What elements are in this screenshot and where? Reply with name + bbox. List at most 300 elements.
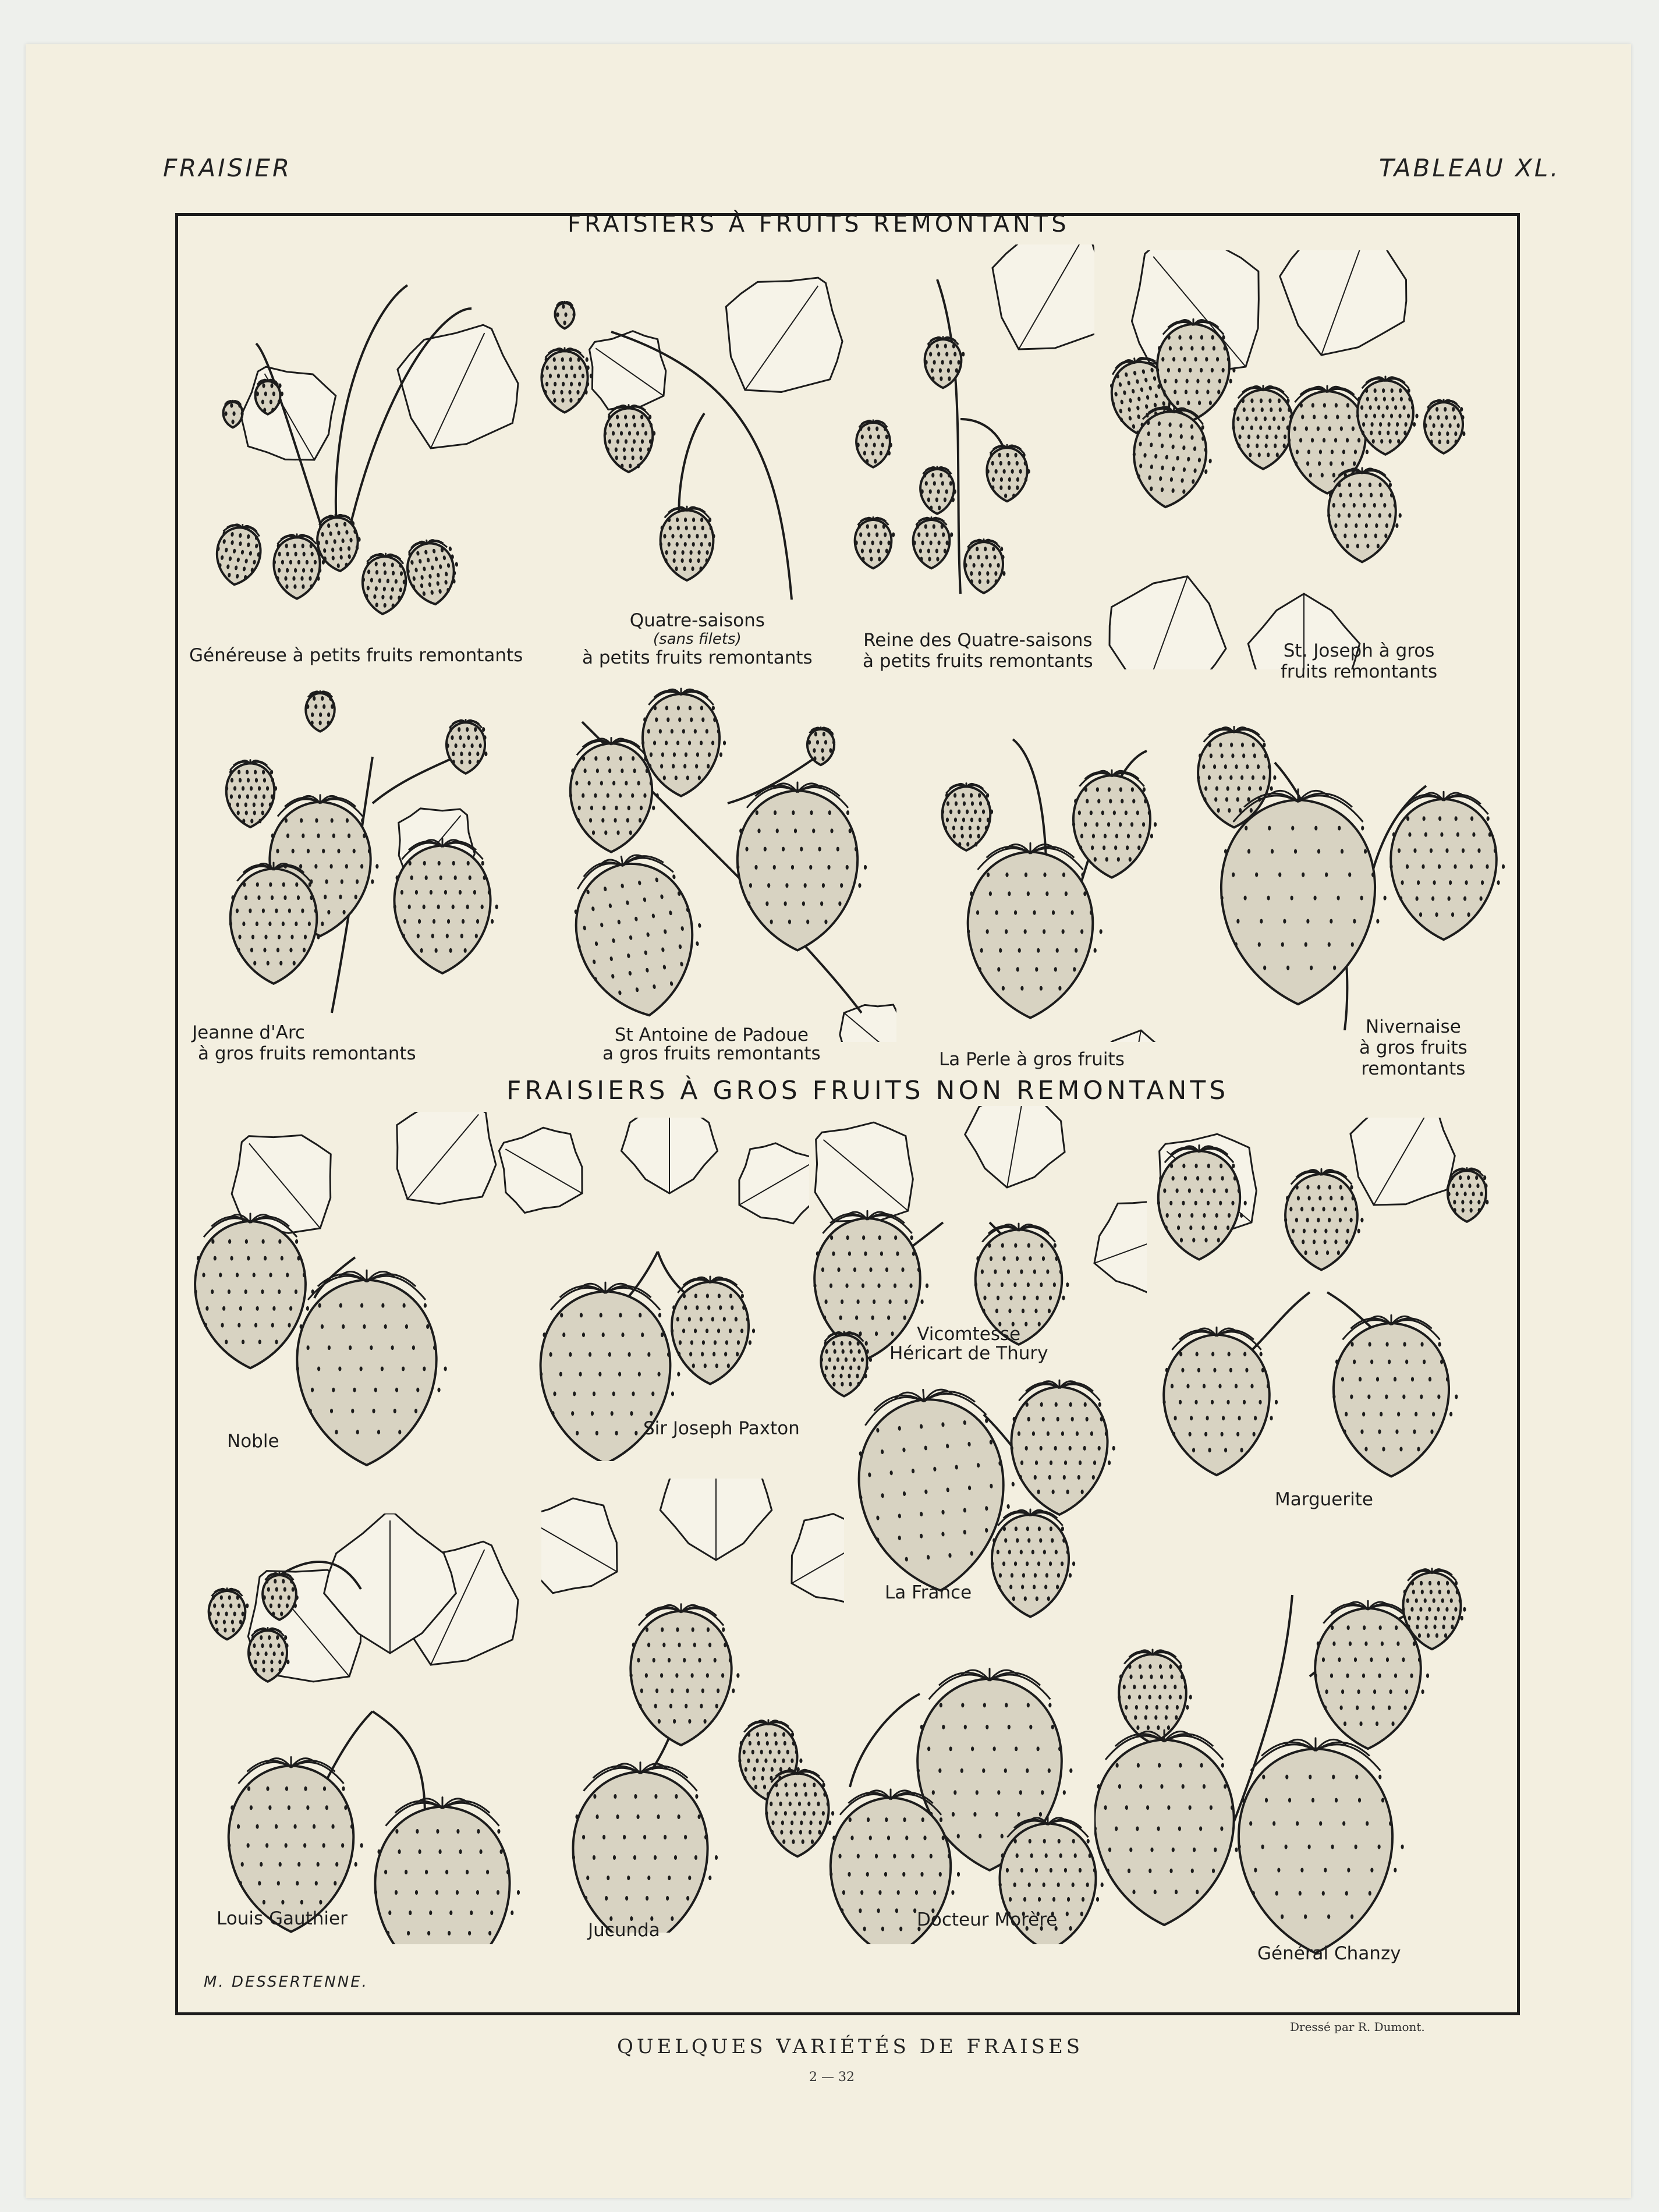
seed-mark — [700, 706, 703, 710]
seed-mark — [1172, 357, 1175, 361]
seed-mark — [1330, 1674, 1333, 1678]
seed-mark — [1180, 346, 1183, 350]
seed-mark — [1182, 1164, 1185, 1168]
seed-mark — [1024, 461, 1027, 466]
seed-mark — [696, 534, 699, 538]
seed-mark — [1367, 1394, 1370, 1399]
seed-mark — [1416, 896, 1419, 901]
illustration-st-joseph — [1071, 250, 1490, 669]
seed-mark — [541, 374, 544, 378]
seed-mark — [650, 752, 653, 757]
seed-mark — [761, 1776, 764, 1781]
seed-mark — [977, 834, 980, 838]
seed-mark — [499, 1849, 502, 1854]
seed-mark — [1004, 494, 1007, 498]
seed-mark — [1456, 1192, 1459, 1196]
seed-mark — [1126, 845, 1129, 850]
seed-mark — [806, 920, 809, 924]
seed-mark — [1179, 1664, 1182, 1669]
seed-mark — [1421, 1689, 1424, 1694]
seed-mark — [678, 1643, 680, 1647]
seed-mark — [1148, 810, 1151, 815]
leaf-drawing — [541, 1479, 642, 1615]
seed-mark — [1296, 1821, 1299, 1826]
seed-mark — [1194, 1164, 1197, 1168]
seed-mark — [229, 921, 232, 926]
seed-mark — [863, 1927, 866, 1931]
seed-mark — [944, 344, 947, 349]
seed-mark — [698, 775, 701, 780]
seed-mark — [1364, 534, 1367, 538]
seed-mark — [1009, 1296, 1012, 1300]
seed-mark — [924, 524, 927, 529]
seed-mark — [1277, 426, 1280, 430]
label-line: Louis Gauthier — [217, 1908, 348, 1929]
label-line: Vicomtesse — [917, 1324, 1021, 1345]
seed-mark — [1150, 1848, 1153, 1852]
seed-mark — [643, 717, 646, 722]
seed-mark — [1346, 544, 1349, 548]
seed-mark — [231, 778, 233, 782]
seed-mark — [246, 770, 249, 774]
seed-mark — [1014, 910, 1017, 915]
strawberry-drawing — [991, 1509, 1075, 1617]
seed-mark — [1190, 1213, 1193, 1218]
seed-mark — [905, 1299, 908, 1304]
seed-mark — [300, 576, 303, 581]
seed-mark — [1178, 368, 1181, 373]
seed-mark — [257, 895, 260, 900]
seed-mark — [576, 390, 579, 395]
seed-mark — [1064, 1461, 1067, 1465]
seed-mark — [230, 403, 233, 408]
seed-mark — [647, 1876, 650, 1880]
seed-mark — [221, 1323, 224, 1328]
seed-mark — [310, 584, 313, 589]
seed-mark — [335, 1430, 338, 1434]
seed-mark — [1192, 1238, 1195, 1242]
seed-mark — [1265, 434, 1268, 439]
seed-mark — [687, 534, 690, 538]
seed-mark — [749, 883, 752, 888]
seed-mark — [616, 439, 619, 444]
seed-mark — [739, 828, 742, 833]
seed-mark — [1077, 1475, 1080, 1480]
seed-mark — [1035, 967, 1038, 972]
seed-mark — [1467, 912, 1470, 917]
seed-mark — [278, 568, 281, 573]
seed-mark — [1273, 775, 1276, 780]
seed-mark — [997, 563, 1000, 568]
seed-mark — [884, 533, 887, 537]
seed-mark — [1074, 799, 1077, 803]
seed-mark — [624, 414, 627, 419]
seed-mark — [249, 909, 251, 913]
leaf-drawing — [1260, 250, 1431, 378]
seed-mark — [1084, 787, 1087, 792]
seed-mark — [271, 778, 274, 782]
seed-mark — [812, 1811, 815, 1816]
seed-mark — [271, 1596, 274, 1600]
seed-mark — [933, 481, 936, 486]
seed-mark — [1145, 1705, 1148, 1710]
seed-mark — [931, 368, 934, 373]
seed-mark — [1165, 1368, 1168, 1373]
seed-mark — [254, 770, 257, 774]
seed-mark — [665, 550, 668, 555]
seed-mark — [1228, 808, 1231, 813]
seed-mark — [239, 1620, 242, 1625]
seed-mark — [1326, 1250, 1329, 1255]
seed-mark — [1241, 743, 1244, 747]
seed-mark — [848, 1872, 850, 1877]
seed-mark — [1356, 414, 1359, 419]
label-quatre-saisons — [582, 610, 813, 668]
seed-mark — [415, 1890, 418, 1895]
seed-mark — [902, 1872, 905, 1877]
seed-mark — [306, 560, 309, 565]
seed-mark — [819, 1820, 822, 1825]
seed-mark — [912, 1252, 915, 1256]
seed-mark — [342, 1786, 345, 1791]
seed-mark — [1366, 1821, 1369, 1826]
seed-mark — [258, 818, 261, 823]
seed-mark — [1342, 1821, 1345, 1826]
seed-mark — [429, 1910, 432, 1915]
seed-mark — [1051, 1538, 1054, 1543]
seed-mark — [648, 764, 651, 768]
seed-mark — [784, 901, 787, 906]
seed-mark — [619, 1313, 622, 1317]
seed-mark — [1052, 910, 1055, 915]
seed-mark — [263, 408, 266, 413]
seed-mark — [1370, 493, 1373, 498]
seed-mark — [260, 1635, 263, 1640]
seed-mark — [1238, 1845, 1241, 1849]
seed-mark — [820, 1357, 823, 1362]
seed-mark — [962, 352, 965, 357]
seed-mark — [1025, 1446, 1028, 1451]
seed-mark — [708, 1876, 711, 1880]
seed-mark — [1171, 1384, 1174, 1388]
seed-mark — [1384, 896, 1387, 901]
seed-mark — [1377, 544, 1380, 548]
seed-mark — [447, 919, 450, 924]
seed-mark — [1381, 1798, 1384, 1803]
stem-line — [1252, 1292, 1310, 1350]
seed-mark — [1389, 439, 1392, 444]
seed-mark — [250, 818, 253, 823]
seed-mark — [1416, 1625, 1419, 1629]
seed-mark — [232, 412, 235, 416]
illustration-st-antoine — [536, 687, 896, 1042]
seed-mark — [448, 1931, 451, 1936]
seed-mark — [609, 423, 612, 427]
seed-mark — [246, 1604, 249, 1608]
strawberry-drawing — [965, 539, 1006, 593]
seed-mark — [1148, 1695, 1151, 1700]
seed-mark — [991, 461, 994, 466]
seed-mark — [1220, 1826, 1223, 1831]
seed-mark — [315, 818, 318, 823]
seed-mark — [1238, 434, 1241, 439]
seed-mark — [561, 398, 564, 403]
seed-mark — [1282, 416, 1285, 421]
seed-mark — [625, 423, 628, 427]
seed-mark — [788, 920, 791, 924]
seed-mark — [593, 1391, 595, 1396]
seed-mark — [892, 533, 895, 537]
seed-mark — [293, 584, 296, 589]
seed-mark — [1217, 389, 1220, 394]
seed-mark — [1488, 832, 1491, 837]
seed-mark — [1272, 416, 1275, 421]
seed-mark — [278, 400, 281, 405]
seed-mark — [929, 352, 932, 357]
seed-mark — [751, 1750, 754, 1754]
seed-mark — [400, 890, 403, 895]
seed-mark — [652, 806, 655, 810]
seed-mark — [936, 557, 939, 562]
seed-mark — [1090, 810, 1093, 815]
seed-mark — [253, 961, 256, 966]
seed-mark — [636, 1814, 639, 1819]
seed-mark — [1004, 1538, 1007, 1543]
seed-mark — [1315, 1250, 1318, 1255]
seed-mark — [616, 830, 619, 835]
seed-mark — [760, 1750, 763, 1754]
seed-mark — [813, 756, 816, 761]
seed-mark — [1127, 834, 1130, 838]
seed-mark — [1313, 414, 1316, 419]
seed-mark — [822, 883, 825, 888]
seed-mark — [737, 1340, 740, 1345]
seed-mark — [1428, 1581, 1431, 1586]
seed-mark — [1361, 826, 1364, 831]
strawberry-drawing — [394, 839, 498, 973]
seed-mark — [668, 1658, 671, 1662]
seed-mark — [1339, 1185, 1342, 1190]
seed-mark — [194, 1289, 197, 1294]
seed-mark — [611, 1411, 614, 1416]
seed-mark — [1083, 1446, 1086, 1451]
seed-mark — [711, 1317, 714, 1321]
seed-mark — [786, 1750, 789, 1754]
seed-mark — [1285, 1845, 1288, 1849]
seed-mark — [1388, 422, 1391, 427]
seed-mark — [999, 948, 1002, 953]
seed-mark — [1335, 1229, 1338, 1233]
seed-mark — [789, 1802, 792, 1806]
seed-mark — [211, 1289, 214, 1294]
seed-mark — [1202, 764, 1205, 769]
seed-mark — [881, 443, 884, 448]
seed-mark — [1199, 1826, 1202, 1831]
seed-mark — [920, 557, 923, 562]
seed-mark — [458, 727, 460, 732]
seed-mark — [631, 793, 634, 798]
seed-mark — [1076, 1431, 1079, 1436]
seed-mark — [1211, 1400, 1214, 1405]
seed-mark — [673, 752, 676, 757]
seed-mark — [271, 834, 274, 838]
seed-mark — [1048, 1768, 1051, 1773]
seed-mark — [1258, 942, 1261, 947]
seed-mark — [281, 1651, 284, 1656]
seed-mark — [874, 459, 877, 464]
seed-mark — [623, 1835, 626, 1839]
seed-mark — [1073, 967, 1076, 972]
seed-mark — [1229, 1368, 1232, 1373]
seed-mark — [577, 398, 580, 403]
seed-mark — [1207, 1164, 1210, 1168]
seed-mark — [1175, 379, 1178, 384]
seed-mark — [1027, 1417, 1030, 1422]
seed-mark — [612, 781, 615, 785]
seed-mark — [1137, 1763, 1140, 1768]
seed-mark — [839, 1316, 842, 1320]
seed-mark — [1236, 1432, 1239, 1437]
seed-mark — [269, 882, 272, 887]
seed-mark — [628, 1352, 630, 1357]
seed-mark — [1226, 1225, 1229, 1230]
seed-mark — [1042, 1417, 1045, 1422]
seed-mark — [1034, 1309, 1037, 1313]
seed-mark — [343, 910, 346, 914]
seed-mark — [802, 901, 805, 906]
seed-mark — [459, 890, 462, 895]
seed-mark — [795, 1792, 798, 1797]
seed-mark — [1005, 1703, 1008, 1707]
seed-mark — [1203, 1784, 1206, 1789]
seed-mark — [1128, 1664, 1131, 1669]
seed-mark — [1072, 1561, 1075, 1566]
seed-mark — [270, 400, 272, 405]
seed-mark — [1254, 1416, 1257, 1420]
seed-mark — [1420, 1342, 1423, 1346]
seed-mark — [1140, 1675, 1143, 1679]
seed-mark — [1403, 1342, 1406, 1346]
seed-mark — [1319, 449, 1322, 454]
seed-mark — [1047, 1596, 1050, 1601]
seed-mark — [807, 1802, 810, 1806]
seed-mark — [1098, 1446, 1101, 1451]
seed-mark — [629, 463, 632, 468]
seed-mark — [1260, 919, 1263, 924]
seed-mark — [1180, 1238, 1183, 1242]
seed-mark — [280, 1612, 283, 1617]
seed-mark — [374, 1890, 377, 1895]
seed-mark — [1341, 1377, 1344, 1381]
strawberry-drawing — [446, 719, 488, 773]
seed-mark — [942, 1835, 945, 1840]
seed-mark — [1274, 434, 1277, 439]
seed-mark — [865, 1341, 868, 1346]
seed-mark — [1114, 845, 1117, 850]
seed-mark — [1461, 415, 1464, 420]
seed-mark — [1123, 1685, 1126, 1689]
seed-mark — [1058, 1839, 1061, 1844]
seed-mark — [888, 541, 891, 545]
seed-mark — [1069, 1446, 1072, 1451]
seed-mark — [431, 934, 434, 938]
seed-mark — [958, 360, 960, 365]
seed-mark — [991, 1561, 994, 1566]
seed-mark — [1433, 1598, 1435, 1603]
label-st-antoine — [602, 1025, 821, 1062]
leaf-drawing — [1069, 1021, 1187, 1042]
strawberry-drawing — [941, 784, 993, 850]
seed-mark — [1481, 880, 1484, 885]
seed-mark — [764, 1759, 767, 1763]
seed-mark — [1026, 1561, 1029, 1566]
seed-mark — [286, 568, 289, 573]
seed-mark — [552, 390, 555, 395]
strawberry-body — [1164, 1335, 1270, 1476]
seed-mark — [230, 1256, 233, 1261]
seed-mark — [650, 781, 653, 785]
seed-mark — [1446, 1377, 1449, 1381]
seed-mark — [1069, 1768, 1072, 1773]
seed-mark — [885, 1267, 888, 1272]
seed-mark — [1230, 743, 1233, 747]
seed-mark — [1028, 1883, 1031, 1887]
seed-mark — [1263, 743, 1265, 747]
seed-mark — [1411, 1377, 1414, 1381]
seed-mark — [1189, 1805, 1192, 1810]
seed-mark — [281, 392, 283, 396]
seed-mark — [853, 1357, 856, 1362]
seed-mark — [983, 1296, 986, 1300]
seed-mark — [1447, 1590, 1450, 1594]
seed-mark — [482, 727, 485, 732]
seed-mark — [1035, 1461, 1038, 1465]
seed-mark — [1454, 864, 1456, 869]
seed-mark — [456, 1890, 459, 1895]
seed-mark — [426, 1324, 429, 1329]
seed-mark — [277, 1881, 280, 1885]
seed-mark — [950, 533, 953, 537]
seed-mark — [497, 1890, 499, 1895]
seed-mark — [1346, 1674, 1349, 1678]
seed-mark — [1259, 1400, 1261, 1405]
seed-mark — [689, 550, 692, 555]
seed-mark — [315, 1881, 318, 1885]
seed-mark — [1097, 799, 1100, 803]
seed-mark — [242, 1612, 244, 1617]
seed-mark — [569, 357, 572, 362]
seed-mark — [1041, 1790, 1044, 1795]
seed-mark — [391, 1345, 394, 1350]
seed-mark — [602, 806, 605, 810]
seed-mark — [1027, 1282, 1030, 1287]
label-louis-gauthier — [217, 1908, 348, 1929]
seed-mark — [242, 818, 245, 823]
seed-mark — [330, 864, 333, 869]
credit-line: Dressé par R. Dumont. — [1290, 2020, 1425, 2034]
seed-mark — [675, 1673, 678, 1678]
seed-mark — [1178, 335, 1181, 340]
seed-mark — [1204, 1432, 1207, 1437]
seed-mark — [495, 905, 498, 909]
seed-mark — [1179, 1763, 1182, 1768]
seed-mark — [674, 1855, 677, 1860]
seed-mark — [1333, 1207, 1336, 1211]
seed-mark — [1285, 1775, 1288, 1779]
seed-mark — [715, 1704, 718, 1708]
seed-mark — [655, 1689, 658, 1693]
seed-mark — [398, 1430, 401, 1434]
